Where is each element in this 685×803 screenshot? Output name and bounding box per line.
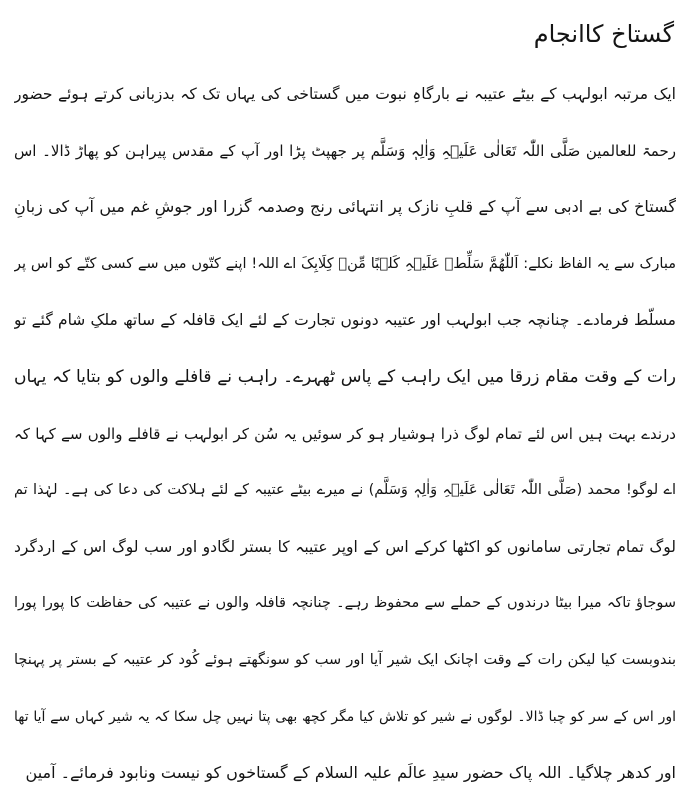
body-line: مبارک سے یہ الفاظ نکلے: اَللّٰھُمَّ سَلِّطۡ عَلَیۡہِ کَلۡبًا مِّنۡ کِلَابِکَ اے اللہ! اپنے کتّوں میں سے کسی کتّے کو اس پر [14,255,676,272]
body-line: بندوبست کیا لیکن رات کے وقت اچانک ایک شیر آیا اور سب کو سونگھتے ہوئے کُود کر عتیبہ کے بستر پر پہنچا [14,651,676,668]
body-line: درندے بہت ہیں اس لئے تمام لوگ ذرا ہوشیار ہو کر سوئیں یہ سُن کر ابولہب نے قافلے والوں سے کہا کہ [14,424,676,443]
body-line: رحمۃ للعالمین صَلَّی اللّٰہ تَعَالٰی عَلَیۡہِ وَاٰلِہٖ وَسَلَّم پر جھپٹ پڑا اور آپ کے مقدس پیراہن کو پھاڑ ڈالا۔ اس [14,141,676,160]
body-line: ایک مرتبہ ابولہب کے بیٹے عتیبہ نے بارگاہِ نبوت میں گستاخی کی یہاں تک کہ بدزبانی کرتے ہوئے حضور [14,85,676,103]
body-line: گستاخ کی بے ادبی سے آپ کے قلبِ نازک پر انتہائی رنج وصدمہ گزرا اور جوشِ غم میں آپ کی زبانِ [14,197,676,217]
body-line: اور کدھر چلاگیا۔ اللہ پاک حضور سیدِ عالَم علیہ السلام کے گستاخوں کو نیست ونابود فرمائے۔ آمین [25,763,676,783]
document-page [14,8,676,798]
body-line: رات کے وقت مقام زرقا میں ایک راہب کے پاس ٹھہرے۔ راہب نے قافلے والوں کو بتایا کہ یہاں [14,366,676,387]
body-line: اور اس کے سر کو چبا ڈالا۔ لوگوں نے شیر کو تلاش کیا مگر کچھ بھی پتا نہیں چل سکا کہ یہ شیر کہاں سے آیا تھا [14,708,676,725]
document-body [14,66,676,802]
body-line: اے لوگو! محمد (صَلَّی اللّٰہ تَعَالٰی عَلَیۡہِ وَاٰلِہٖ وَسَلَّم) نے میرے بیٹے عتیبہ کے لئے ہلاکت کی دعا کی ہے۔ لہٰذا تم [14,482,676,499]
body-line: مسلّط فرمادے۔ چنانچہ جب ابولہب اور عتیبہ دونوں تجارت کے لئے ایک قافلہ کے ساتھ ملکِ شام گئے تو [14,311,676,330]
document-title: گستاخ کاانجام [533,20,674,48]
body-line: سوجاؤ تاکہ میرا بیٹا درندوں کے حملے سے محفوظ رہے۔ چنانچہ قافلہ والوں نے عتیبہ کی حفاظت کا پورا پورا [14,595,676,612]
body-line: لوگ تمام تجارتی سامانوں کو اکٹھا کرکے اس کے اوپر عتیبہ کا بستر لگادو اور سب لوگ اس کے اردگرد [14,537,676,556]
